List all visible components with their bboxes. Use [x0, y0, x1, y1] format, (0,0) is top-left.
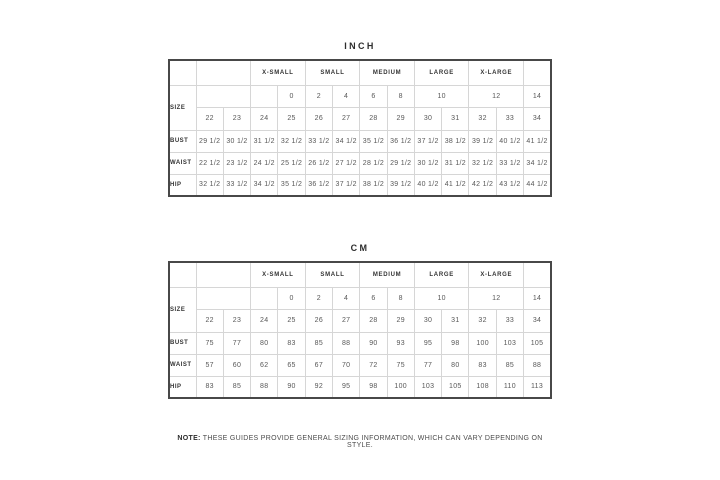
- corner-cell: [169, 262, 196, 287]
- numeric-size-cell: 8: [387, 85, 414, 107]
- measurement-label-cell: WAIST: [169, 152, 196, 174]
- size-number-cell: 34: [524, 309, 551, 332]
- measurement-value-cell: 95: [332, 376, 359, 398]
- measurement-value-cell: 80: [442, 354, 469, 376]
- measurement-value-cell: 38 1/2: [442, 130, 469, 152]
- measurement-label-cell: BUST: [169, 130, 196, 152]
- numeric-size-cell: 12: [469, 85, 524, 107]
- measurement-value-cell: 83: [469, 354, 496, 376]
- size-number-cell: 22: [196, 107, 223, 130]
- measurement-value-cell: 88: [251, 376, 278, 398]
- measurement-value-cell: 42 1/2: [469, 174, 496, 196]
- numeric-size-cell: 10: [414, 287, 469, 309]
- numeric-size-cell: 6: [360, 85, 387, 107]
- measurement-value-cell: 33 1/2: [496, 152, 523, 174]
- size-number-cell: 32: [469, 107, 496, 130]
- measurement-value-cell: 75: [196, 332, 223, 354]
- size-group-cell: LARGE: [414, 262, 469, 287]
- size-number-cell: 25: [278, 107, 305, 130]
- measurement-value-cell: 26 1/2: [305, 152, 332, 174]
- measurement-value-cell: 60: [223, 354, 250, 376]
- size-number-cell: 27: [332, 107, 359, 130]
- measurement-value-cell: 88: [332, 332, 359, 354]
- measurement-value-cell: 88: [524, 354, 551, 376]
- measurement-value-cell: 27 1/2: [332, 152, 359, 174]
- spacer-cell: [524, 262, 551, 287]
- measurement-value-cell: 23 1/2: [223, 152, 250, 174]
- size-row-label-cell: SIZE: [169, 85, 196, 130]
- measurement-value-cell: 80: [251, 332, 278, 354]
- measurement-value-cell: 30 1/2: [223, 130, 250, 152]
- measurement-value-cell: 70: [332, 354, 359, 376]
- size-group-cell: SMALL: [305, 262, 360, 287]
- spacer-cell: [196, 60, 251, 85]
- measurement-value-cell: 65: [278, 354, 305, 376]
- numeric-size-cell: 2: [305, 85, 332, 107]
- measurement-value-cell: 32 1/2: [196, 174, 223, 196]
- measurement-value-cell: 40 1/2: [414, 174, 441, 196]
- sizing-note: [168, 435, 552, 449]
- measurement-value-cell: 103: [414, 376, 441, 398]
- measurement-value-cell: 34 1/2: [251, 174, 278, 196]
- measurement-value-cell: 30 1/2: [414, 152, 441, 174]
- measurement-value-cell: 85: [496, 354, 523, 376]
- spacer-cell: [196, 262, 251, 287]
- numeric-size-cell: 6: [360, 287, 387, 309]
- measurement-value-cell: 32 1/2: [469, 152, 496, 174]
- size-number-cell: 26: [305, 107, 332, 130]
- measurement-value-cell: 31 1/2: [251, 130, 278, 152]
- measurement-value-cell: 83: [196, 376, 223, 398]
- spacer-cell: [196, 85, 251, 107]
- measurement-value-cell: 62: [251, 354, 278, 376]
- corner-cell: [169, 60, 196, 85]
- size-number-cell: 22: [196, 309, 223, 332]
- inch-section: [168, 41, 552, 197]
- numeric-size-cell: 0: [278, 85, 305, 107]
- measurement-value-cell: 25 1/2: [278, 152, 305, 174]
- measurement-value-cell: 37 1/2: [332, 174, 359, 196]
- measurement-value-cell: 22 1/2: [196, 152, 223, 174]
- size-number-cell: 32: [469, 309, 496, 332]
- measurement-value-cell: 38 1/2: [360, 174, 387, 196]
- measurement-value-cell: 29 1/2: [196, 130, 223, 152]
- measurement-value-cell: 40 1/2: [496, 130, 523, 152]
- measurement-value-cell: 67: [305, 354, 332, 376]
- measurement-value-cell: 29 1/2: [387, 152, 414, 174]
- inch-size-table: [168, 59, 552, 197]
- size-number-cell: 27: [332, 309, 359, 332]
- measurement-value-cell: 90: [278, 376, 305, 398]
- measurement-label-cell: WAIST: [169, 354, 196, 376]
- size-number-cell: 25: [278, 309, 305, 332]
- numeric-size-cell: 0: [278, 287, 305, 309]
- size-number-cell: 29: [387, 107, 414, 130]
- measurement-value-cell: 44 1/2: [524, 174, 551, 196]
- numeric-size-cell: 2: [305, 287, 332, 309]
- measurement-value-cell: 105: [442, 376, 469, 398]
- measurement-value-cell: 31 1/2: [442, 152, 469, 174]
- size-group-cell: X-SMALL: [251, 262, 306, 287]
- spacer-cell: [251, 85, 278, 107]
- measurement-value-cell: 100: [469, 332, 496, 354]
- size-group-cell: MEDIUM: [360, 262, 415, 287]
- measurement-value-cell: 90: [360, 332, 387, 354]
- numeric-size-cell: 12: [469, 287, 524, 309]
- cm-section: [168, 243, 552, 399]
- measurement-value-cell: 36 1/2: [387, 130, 414, 152]
- size-number-cell: 30: [414, 107, 441, 130]
- measurement-value-cell: 35 1/2: [360, 130, 387, 152]
- sizing-note-text: THESE GUIDES PROVIDE GENERAL SIZING INFORMATION, WHICH CAN VARY DEPENDING ON STYLE.: [200, 435, 543, 449]
- measurement-value-cell: 34 1/2: [332, 130, 359, 152]
- size-number-cell: 31: [442, 107, 469, 130]
- size-number-cell: 23: [223, 309, 250, 332]
- measurement-value-cell: 77: [223, 332, 250, 354]
- size-number-cell: 29: [387, 309, 414, 332]
- size-group-cell: MEDIUM: [360, 60, 415, 85]
- measurement-value-cell: 77: [414, 354, 441, 376]
- numeric-size-cell: 14: [524, 85, 551, 107]
- measurement-value-cell: 35 1/2: [278, 174, 305, 196]
- measurement-label-cell: BUST: [169, 332, 196, 354]
- measurement-value-cell: 95: [414, 332, 441, 354]
- measurement-value-cell: 85: [223, 376, 250, 398]
- measurement-label-cell: HIP: [169, 376, 196, 398]
- measurement-value-cell: 75: [387, 354, 414, 376]
- measurement-value-cell: 57: [196, 354, 223, 376]
- size-group-cell: SMALL: [305, 60, 360, 85]
- measurement-value-cell: 100: [387, 376, 414, 398]
- size-group-cell: X-LARGE: [469, 262, 524, 287]
- measurement-value-cell: 41 1/2: [442, 174, 469, 196]
- measurement-value-cell: 24 1/2: [251, 152, 278, 174]
- measurement-value-cell: 85: [305, 332, 332, 354]
- size-number-cell: 33: [496, 309, 523, 332]
- size-group-cell: X-SMALL: [251, 60, 306, 85]
- measurement-value-cell: 93: [387, 332, 414, 354]
- numeric-size-cell: 10: [414, 85, 469, 107]
- numeric-size-cell: 8: [387, 287, 414, 309]
- measurement-value-cell: 92: [305, 376, 332, 398]
- measurement-value-cell: 34 1/2: [524, 152, 551, 174]
- cm-table-title: CM: [350, 243, 370, 253]
- measurement-value-cell: 83: [278, 332, 305, 354]
- measurement-value-cell: 39 1/2: [387, 174, 414, 196]
- numeric-size-cell: 4: [332, 287, 359, 309]
- size-number-cell: 28: [360, 107, 387, 130]
- size-group-cell: LARGE: [414, 60, 469, 85]
- size-number-cell: 30: [414, 309, 441, 332]
- size-guide-page: [168, 0, 552, 449]
- size-row-label-cell: SIZE: [169, 287, 196, 332]
- size-group-cell: X-LARGE: [469, 60, 524, 85]
- spacer-cell: [196, 287, 251, 309]
- size-number-cell: 24: [251, 309, 278, 332]
- measurement-value-cell: 103: [496, 332, 523, 354]
- measurement-value-cell: 108: [469, 376, 496, 398]
- size-number-cell: 28: [360, 309, 387, 332]
- measurement-value-cell: 37 1/2: [414, 130, 441, 152]
- cm-size-table: [168, 261, 552, 399]
- measurement-value-cell: 39 1/2: [469, 130, 496, 152]
- measurement-label-cell: HIP: [169, 174, 196, 196]
- measurement-value-cell: 110: [496, 376, 523, 398]
- measurement-value-cell: 105: [524, 332, 551, 354]
- numeric-size-cell: 14: [524, 287, 551, 309]
- measurement-value-cell: 41 1/2: [524, 130, 551, 152]
- measurement-value-cell: 32 1/2: [278, 130, 305, 152]
- measurement-value-cell: 113: [524, 376, 551, 398]
- measurement-value-cell: 98: [360, 376, 387, 398]
- measurement-value-cell: 33 1/2: [305, 130, 332, 152]
- sizing-note-prefix: NOTE:: [177, 435, 201, 442]
- size-number-cell: 24: [251, 107, 278, 130]
- spacer-cell: [524, 60, 551, 85]
- measurement-value-cell: 33 1/2: [223, 174, 250, 196]
- numeric-size-cell: 4: [332, 85, 359, 107]
- size-number-cell: 33: [496, 107, 523, 130]
- measurement-value-cell: 98: [442, 332, 469, 354]
- size-number-cell: 31: [442, 309, 469, 332]
- measurement-value-cell: 43 1/2: [496, 174, 523, 196]
- inch-table-title: INCH: [344, 41, 376, 51]
- size-number-cell: 34: [524, 107, 551, 130]
- measurement-value-cell: 36 1/2: [305, 174, 332, 196]
- spacer-cell: [251, 287, 278, 309]
- size-number-cell: 26: [305, 309, 332, 332]
- measurement-value-cell: 28 1/2: [360, 152, 387, 174]
- size-number-cell: 23: [223, 107, 250, 130]
- measurement-value-cell: 72: [360, 354, 387, 376]
